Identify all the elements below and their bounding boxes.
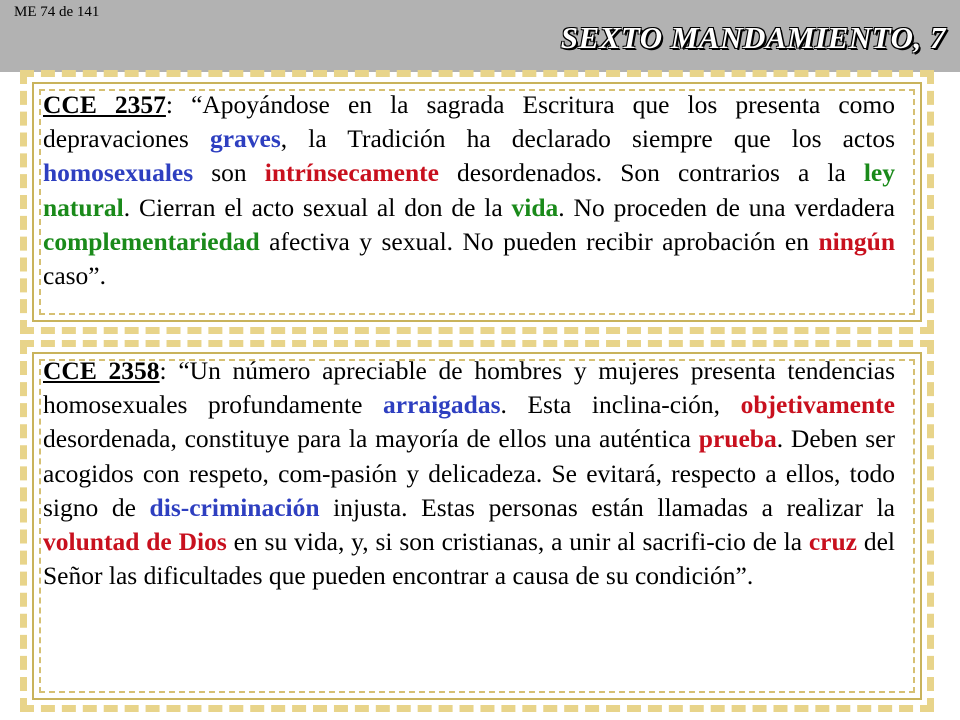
highlight-red: voluntad de Dios bbox=[43, 527, 227, 557]
highlight-red: cruz bbox=[808, 527, 857, 557]
highlight-green: vida bbox=[511, 192, 559, 222]
highlight-red: ningún bbox=[818, 226, 895, 256]
quote-cce-2357 bbox=[43, 88, 895, 293]
highlight-blue: homosexuales bbox=[43, 158, 194, 188]
highlight-green: ley natural bbox=[43, 158, 895, 222]
page-title: SEXTO MANDAMIENTO, 7 bbox=[560, 20, 946, 55]
text-segment: . Esta inclina-ción, bbox=[500, 390, 741, 420]
text-segment: . Deben ser acogidos con respeto, com-pasión y delicadeza. Se evitará, respecto a ellos, todo signo de bbox=[43, 424, 895, 522]
highlight-blue: arraigadas bbox=[382, 390, 501, 420]
text-segment: : “Un número apreciable de hombres y mujeres presenta tendencias homosexuales profundamente bbox=[43, 356, 895, 420]
quote-cce-2358 bbox=[43, 354, 895, 593]
text-segment: injusta. Estas personas están llamadas a realizar la bbox=[319, 492, 895, 522]
text-segment: del Señor las dificultades que pueden encontrar a causa de su condición”. bbox=[43, 527, 896, 591]
reference-cce-2357: CCE 2357 bbox=[43, 90, 166, 119]
text-segment: son bbox=[193, 158, 265, 188]
highlight-blue: dis-criminación bbox=[149, 492, 320, 522]
text-segment: caso”. bbox=[43, 261, 107, 291]
text-segment: : “Apoyándose en la sagrada Escritura que los presenta como depravaciones bbox=[43, 90, 895, 154]
reference-cce-2358: CCE 2358 bbox=[43, 356, 160, 385]
highlight-red: objetivamente bbox=[740, 390, 895, 420]
text-segment: . No proceden de una verdadera bbox=[558, 192, 895, 222]
highlight-red: intrínsecamente bbox=[264, 158, 439, 188]
highlight-green: complementariedad bbox=[43, 226, 260, 256]
text-segment: afectiva y sexual. No pueden recibir aprobación en bbox=[259, 226, 819, 256]
highlight-red: prueba bbox=[698, 424, 777, 454]
highlight-blue: graves bbox=[209, 124, 281, 154]
page-indicator: ME 74 de 141 bbox=[14, 4, 100, 20]
text-segment: en su vida, y, si son cristianas, a unir al sacrifi-cio de la bbox=[226, 527, 809, 557]
text-segment: , la Tradición ha declarado siempre que los actos bbox=[280, 124, 896, 154]
text-segment: . Cierran el acto sexual al don de la bbox=[123, 192, 512, 222]
header-bar bbox=[0, 0, 960, 72]
text-segment: desordenada, constituye para la mayoría de ellos una auténtica bbox=[43, 424, 699, 454]
text-segment: desordenados. Son contrarios a la bbox=[438, 158, 864, 188]
